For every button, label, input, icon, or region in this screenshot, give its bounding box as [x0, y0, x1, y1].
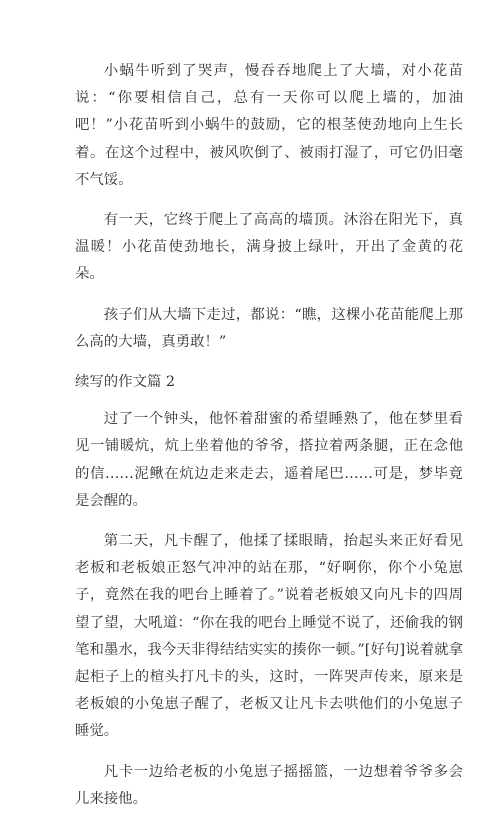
section-title: 续写的作文篇 2: [75, 374, 176, 391]
paragraph-rocking-cradle: 凡卡一边给老板的小兔崽子摇摇篮，一边想着爷爷多会儿来接他。: [75, 763, 463, 807]
paragraph-next-day: 第二天，凡卡醒了，他揉了揉眼睛，抬起头来正好看见老板和老板娘正怒气冲冲的站在那，“好啊你，你个小兔崽子，竟然在我的吧台上睡着了。”说着老板娘又向凡卡的四周望了望，大吼道：“你在我的吧台上睡觉不说了，还偷我的钢笔和墨水，我今天非得结结实实的揍你一顿。”[好句]说着就拿起柜子上的楦头打凡卡的头，这时，一阵哭声传来，原来是老板娘的小兔崽子醒了，老板又让凡卡去哄他们的小兔崽子睡觉。: [75, 533, 463, 740]
paragraph-children-praise: 孩子们从大墙下走过，都说：“瞧，这棵小花苗能爬上那么高的大墙，真勇敢！”: [75, 306, 463, 350]
article-body: [75, 58, 463, 826]
paragraph-snail-encourages: 小蜗牛听到了哭声，慢吞吞地爬上了大墙，对小花苗说：“你要相信自己，总有一天你可以爬上墙的，加油吧！”小花苗听到小蜗牛的鼓励，它的根茎使劲地向上生长着。在这个过程中，被风吹倒了、被雨打湿了，可它仍旧毫不气馁。: [75, 63, 463, 188]
paragraph-reaches-top: 有一天，它终于爬上了高高的墙顶。沐浴在阳光下，真温暖！小花苗使劲地长，满身披上绿叶，开出了金黄的花朵。: [75, 212, 463, 283]
paragraph-dream: 过了一个钟头，他怀着甜蜜的希望睡熟了，他在梦里看见一铺暖炕，炕上坐着他的爷爷，搭拉着两条腿，正在念他的信……泥鳅在炕边走来走去，遥着尾巴……可是，梦毕竟是会醒的。: [75, 411, 463, 509]
